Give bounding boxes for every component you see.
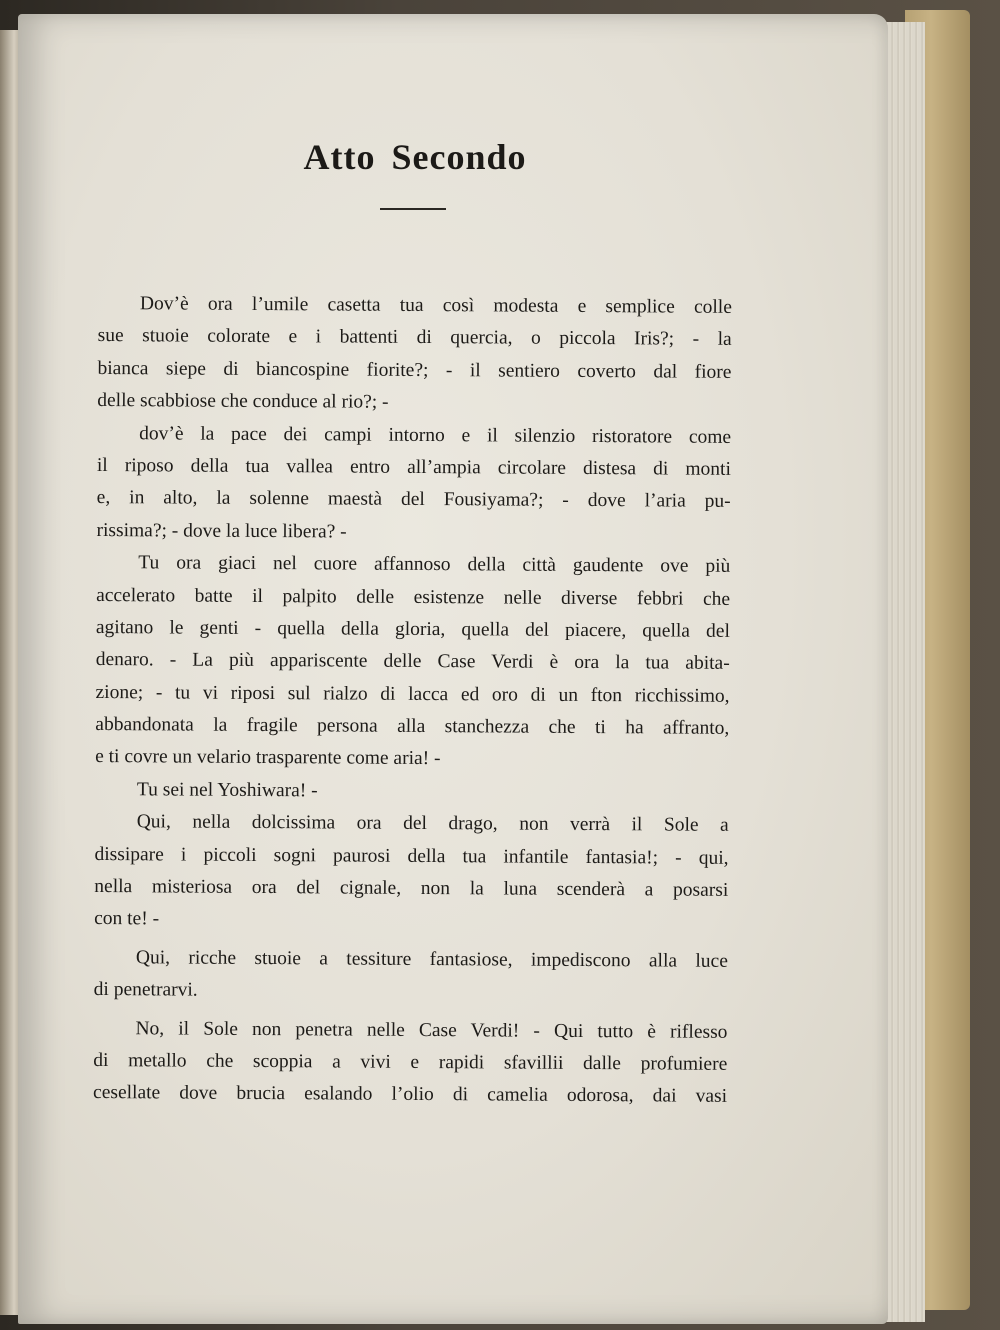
- text-line: di penetrarvi.: [93, 979, 198, 1001]
- text-line: dissipare i piccoli sogni paurosi della tua infantile fantasia!; - qui,: [94, 843, 729, 869]
- text-line: bianca siepe di biancospine fiorite?; - il sentiero coverto dal fiore: [97, 357, 732, 383]
- text-line: sue stuoie colorate e i battenti di quercia, o piccola Iris?; - la: [97, 325, 732, 351]
- text-line: cesellate dove brucia esalando l’olio di camelia odorosa, dai vasi: [93, 1082, 728, 1108]
- text-line: dov’è la pace dei campi intorno e il silenzio ristoratore come: [139, 422, 732, 448]
- text-line: zione; - tu vi riposi sul rialzo di lacca ed oro di un fton ricchissimo,: [95, 681, 730, 707]
- book-page: [18, 14, 888, 1324]
- title-rule: [380, 208, 446, 210]
- text-line: di metallo che scoppia a vivi e rapidi sfavillii dalle profumiere: [93, 1049, 728, 1075]
- text-line: agitano le genti - quella della gloria, quella del piacere, quella del: [95, 616, 730, 642]
- text-line: con te! -: [94, 908, 160, 930]
- text-line: accelerato batte il palpito delle esistenze nelle diverse febbri che: [96, 584, 731, 610]
- left-page-edge: [0, 30, 20, 1315]
- text-line: il riposo della tua vallea entro all’ampia circolare distesa di monti: [96, 454, 731, 480]
- text-line: rissima?; - dove la luce libera? -: [96, 519, 347, 543]
- text-line: Dov’è ora l’umile casetta tua così modesta e semplice colle: [139, 293, 732, 318]
- text-line: Qui, ricche stuoie a tessiture fantasiose, impediscono alla luce: [135, 947, 728, 972]
- chapter-title: Atto Secondo: [303, 137, 527, 177]
- text-line: e ti covre un velario trasparente come aria! -: [95, 746, 441, 770]
- text-line: denaro. - La più appariscente delle Case Verdi è ora la tua abita-: [95, 649, 730, 675]
- text-line: No, il Sole non penetra nelle Case Verdi! - Qui tutto è riflesso: [135, 1017, 728, 1043]
- text-line: delle scabbiose che conduce al rio?; -: [97, 390, 389, 413]
- text-line: abbandonata la fragile persona alla stanchezza che ti ha affranto,: [95, 714, 730, 739]
- text-line: nella misteriosa ora del cignale, non la luna scenderà a posarsi: [94, 876, 729, 901]
- text-line: e, in alto, la solenne maestà del Fousiyama?; - dove l’aria pu-: [96, 487, 731, 513]
- text-line: Tu sei nel Yoshiwara! -: [136, 779, 318, 802]
- body-text: [93, 288, 732, 1114]
- text-line: Qui, nella dolcissima ora del drago, non verrà il Sole a: [136, 811, 729, 837]
- text-line: Tu ora giaci nel cuore affannoso della città gaudente ove più: [138, 552, 731, 577]
